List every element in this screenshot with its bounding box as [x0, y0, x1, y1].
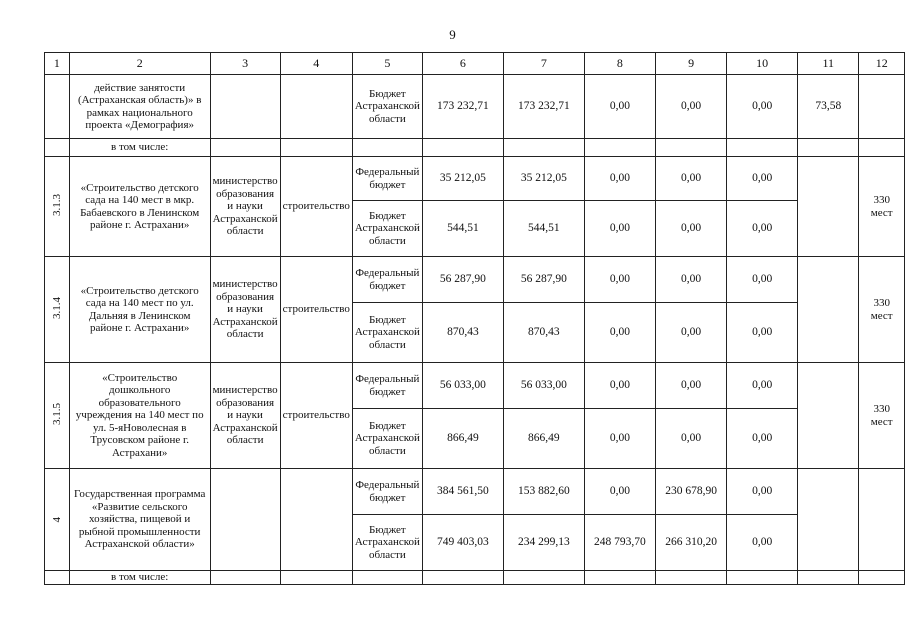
value-cell: 35 212,05 [503, 157, 584, 201]
result-cell: 330 мест [859, 257, 905, 363]
header-row [45, 53, 905, 75]
value-cell: 866,49 [503, 409, 584, 469]
column-header: 2 [69, 53, 210, 75]
page-number: 9 [449, 27, 456, 42]
funding-source: Федеральный бюджет [352, 157, 422, 201]
funding-source: Бюджет Астраханской области [352, 409, 422, 469]
value-cell: 173 232,71 [422, 75, 503, 139]
value-cell: 0,00 [656, 409, 727, 469]
executor: министерство образования и науки Астраханской области [210, 363, 280, 469]
table-row [45, 469, 905, 515]
item-name: действие занятости (Астраханская область)» в рамках национального проекта «Демография» [69, 75, 210, 139]
value-cell: 234 299,13 [503, 515, 584, 571]
value-cell: 153 882,60 [503, 469, 584, 515]
value-cell: 0,00 [656, 257, 727, 303]
result-cell: 330 мест [859, 157, 905, 257]
value-cell: 0,00 [727, 303, 798, 363]
table-row [45, 363, 905, 409]
item-name: «Строительство детского сада на 140 мест в мкр. Бабаевского в Ленинском районе г. Астрахани» [69, 157, 210, 257]
column-header: 9 [656, 53, 727, 75]
column-header: 4 [280, 53, 352, 75]
work-type [280, 75, 352, 139]
value-cell: 870,43 [422, 303, 503, 363]
value-cell: 0,00 [656, 157, 727, 201]
value-cell: 230 678,90 [656, 469, 727, 515]
value-cell: 544,51 [503, 201, 584, 257]
subheading: в том числе: [69, 571, 210, 585]
value-cell: 56 287,90 [422, 257, 503, 303]
row-id: 3.1.5 [45, 363, 70, 469]
result-cell [859, 469, 905, 571]
executor: министерство образования и науки Астраханской области [210, 157, 280, 257]
item-name: Государственная программа «Развитие сельского хозяйства, пищевой и рыбной промышленности Астраханской области» [69, 469, 210, 571]
funding-source: Бюджет Астраханской области [352, 75, 422, 139]
subheading-row [45, 571, 905, 585]
item-name: «Строительство детского сада на 140 мест по ул. Дальняя в Ленинском районе г. Астрахани» [69, 257, 210, 363]
value-cell: 0,00 [584, 303, 655, 363]
executor [210, 75, 280, 139]
value-cell: 56 033,00 [422, 363, 503, 409]
value-cell: 173 232,71 [503, 75, 584, 139]
funding-source: Федеральный бюджет [352, 363, 422, 409]
result-cell: 330 мест [859, 363, 905, 469]
value-cell: 544,51 [422, 201, 503, 257]
column-header: 6 [422, 53, 503, 75]
value-cell: 749 403,03 [422, 515, 503, 571]
value-cell: 0,00 [656, 75, 727, 139]
table-row [45, 75, 905, 139]
column-header: 10 [727, 53, 798, 75]
column-header: 11 [798, 53, 859, 75]
row-id [45, 75, 70, 139]
value-cell: 0,00 [727, 201, 798, 257]
table-row [45, 157, 905, 201]
funding-source: Бюджет Астраханской области [352, 201, 422, 257]
value-cell: 870,43 [503, 303, 584, 363]
work-type: строительство [280, 363, 352, 469]
value-cell: 0,00 [727, 363, 798, 409]
value-cell: 0,00 [584, 363, 655, 409]
budget-table [44, 52, 905, 585]
work-type: строительство [280, 157, 352, 257]
value-cell: 0,00 [584, 201, 655, 257]
value-cell: 866,49 [422, 409, 503, 469]
value-cell: 73,58 [798, 75, 859, 139]
funding-source: Бюджет Астраханской области [352, 303, 422, 363]
value-cell: 0,00 [727, 257, 798, 303]
column-header: 5 [352, 53, 422, 75]
funding-source: Федеральный бюджет [352, 469, 422, 515]
subheading-row [45, 139, 905, 157]
value-cell: 56 033,00 [503, 363, 584, 409]
value-cell: 0,00 [656, 201, 727, 257]
funding-source: Федеральный бюджет [352, 257, 422, 303]
column-header: 3 [210, 53, 280, 75]
value-cell: 0,00 [584, 469, 655, 515]
funding-source: Бюджет Астраханской области [352, 515, 422, 571]
value-cell: 0,00 [727, 469, 798, 515]
value-cell: 0,00 [584, 75, 655, 139]
row-id: 3.1.3 [45, 157, 70, 257]
value-cell: 384 561,50 [422, 469, 503, 515]
column-header: 7 [503, 53, 584, 75]
value-cell: 0,00 [656, 363, 727, 409]
work-type: строительство [280, 257, 352, 363]
value-cell: 0,00 [656, 303, 727, 363]
value-cell: 0,00 [727, 515, 798, 571]
result-cell [859, 75, 905, 139]
row-id: 4 [45, 469, 70, 571]
value-cell: 266 310,20 [656, 515, 727, 571]
value-cell: 248 793,70 [584, 515, 655, 571]
column-header: 1 [45, 53, 70, 75]
value-cell: 0,00 [584, 409, 655, 469]
value-cell: 0,00 [584, 257, 655, 303]
row-id: 3.1.4 [45, 257, 70, 363]
value-cell: 0,00 [727, 409, 798, 469]
table-row [45, 257, 905, 303]
work-type [280, 469, 352, 571]
value-cell: 0,00 [727, 75, 798, 139]
column-header: 12 [859, 53, 905, 75]
item-name: «Строительство дошкольного образовательного учреждения на 140 мест по ул. 5-яНоволесная в Трусовском районе г. Астрахани» [69, 363, 210, 469]
subheading: в том числе: [69, 139, 210, 157]
value-cell: 0,00 [727, 157, 798, 201]
executor: министерство образования и науки Астраханской области [210, 257, 280, 363]
value-cell: 56 287,90 [503, 257, 584, 303]
executor [210, 469, 280, 571]
value-cell: 35 212,05 [422, 157, 503, 201]
value-cell: 0,00 [584, 157, 655, 201]
column-header: 8 [584, 53, 655, 75]
